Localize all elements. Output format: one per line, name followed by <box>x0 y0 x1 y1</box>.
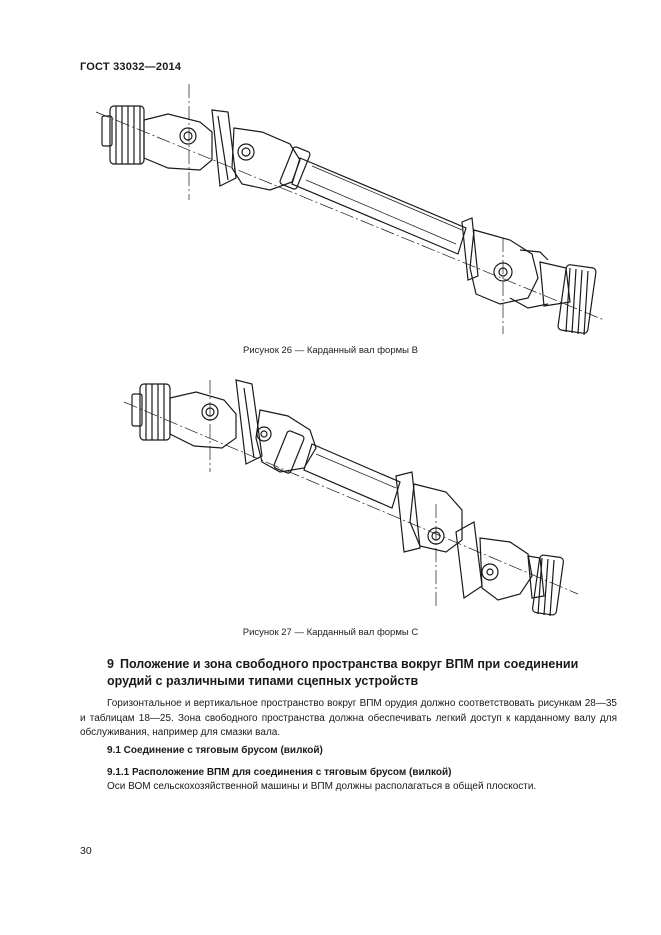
section-paragraph: Горизонтальное и вертикальное пространство вокруг ВПМ орудия должно соответствовать рисункам 28—35 и таблицам 18—25. Зона свободного пространства должна обеспечивать легкий доступ к карданному валу для обслуживания, например для смазки вала. <box>80 698 617 738</box>
section-heading <box>107 656 617 690</box>
figure-26-caption: Рисунок 26 — Карданный вал формы B <box>243 345 418 356</box>
page-number: 30 <box>80 845 92 857</box>
section-title-text: Положение и зона свободного пространства вокруг ВПМ при соединении орудий с различными типами сцепных устройств <box>107 657 579 688</box>
section-number: 9 <box>107 657 114 671</box>
subsection-9-1-heading: 9.1 Соединение с тяговым брусом (вилкой) <box>107 745 323 756</box>
figure-27-caption: Рисунок 27 — Карданный вал формы C <box>242 627 419 638</box>
subsection-9-1-1-text: Оси ВОМ сельскохозяйственной машины и ВПМ должны располагаться в общей плоскости. <box>107 781 537 792</box>
subsection-9-1-1-heading: 9.1.1 Расположение ВПМ для соединения с тяговым брусом (вилкой) <box>107 767 452 778</box>
figure-26-drawing <box>0 82 661 342</box>
figure-27-drawing <box>0 372 661 622</box>
standard-header: ГОСТ 33032—2014 <box>80 61 182 73</box>
